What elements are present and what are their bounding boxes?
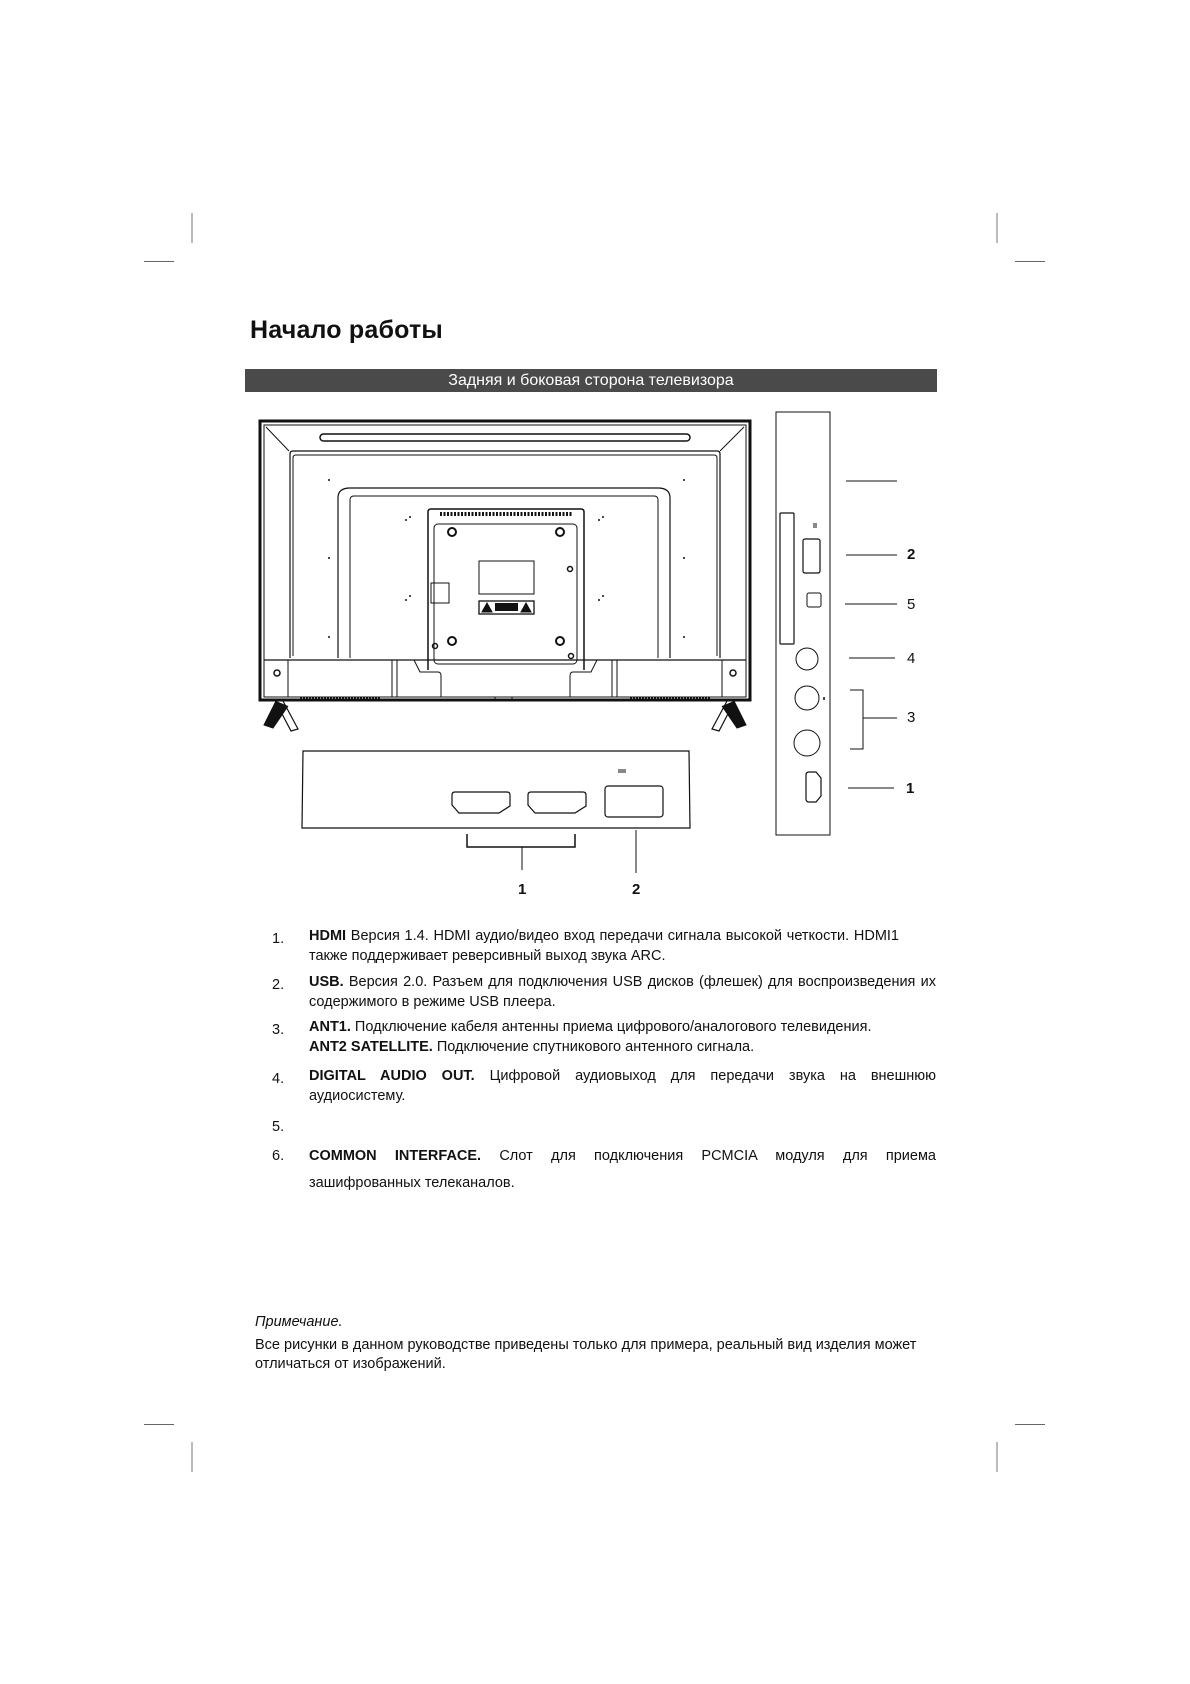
list-item-term-2: ANT2 SATELLITE. [309,1039,433,1055]
list-item-number: 3. [272,1022,285,1038]
crop-mark-bottom-right-h [1015,1424,1045,1425]
section-banner: Задняя и боковая сторона телевизора [245,369,937,392]
list-item-number: 5. [272,1119,285,1135]
callout-bottom-1: 1 [518,881,527,898]
page-title: Начало работы [250,316,443,344]
small-square-port [807,593,821,607]
note-text: Все рисунки в данном руководстве приведены только для примера, реальный вид изделия может отличаться от изображений. [255,1337,917,1372]
list-item [270,972,936,1012]
list-item-number: 4. [272,1071,285,1087]
ant2-port [794,730,820,756]
usb-port [605,786,663,817]
list-item-text: Цифровой аудиовыход для передачи звука на внешнюю аудиосистему. [309,1068,936,1104]
callout-bottom-2: 2 [632,881,641,898]
note-heading: Примечание. [255,1314,343,1330]
callout-side-3: 3 [907,709,916,726]
crop-mark-bottom-right-v [996,1442,998,1472]
list-item-text: Версия 2.0. Разъем для подключения USB дисков (флешек) для воспроизведения их содержимого в режиме USB плеера. [309,974,936,1010]
hdmi-port-1 [452,792,510,813]
side-connector-panel [776,412,897,835]
list-item [270,1143,936,1197]
crop-mark-bottom-left-v [191,1442,193,1472]
list-item [270,1017,936,1057]
list-item-text: Подключение кабеля антенны приема цифрового/аналогового телевидения. [350,1019,872,1035]
list-item-term: ANT1. [309,1019,351,1035]
list-item [270,1066,936,1106]
list-item-number: 6. [272,1148,285,1164]
bottom-connector-panel [302,751,690,873]
list-item-number: 2. [272,977,285,993]
hdmi-port-2 [528,792,586,813]
list-item-text: Версия 1.4. HDMI аудио/видео вход передачи сигнала высокой четкости. HDMI1 также поддерживает реверсивный выход звука ARC. [309,928,899,964]
list-item-number: 1. [272,931,285,947]
callout-side-1: 1 [906,780,915,797]
common-interface-slot [780,513,794,644]
list-item-term: HDMI [309,928,347,944]
list-item-text: Слот для подключения PCMCIA модуля для приема зашифрованных телеканалов. [309,1148,937,1191]
list-item [270,1114,936,1134]
callout-side-5: 5 [907,596,916,613]
ant1-port [795,686,819,710]
callout-side-4: 4 [907,650,916,667]
tv-rear-view [260,421,750,731]
crop-mark-bottom-left-h [144,1424,174,1425]
callout-side-2: 2 [907,546,916,563]
list-item-term: USB. [309,974,344,990]
list-item-text-2: Подключение спутникового антенного сигнала. [432,1039,755,1055]
connector-description-list [270,926,936,1197]
list-item-term: DIGITAL AUDIO OUT. [309,1068,475,1084]
list-item-term: COMMON INTERFACE. [309,1148,482,1164]
side-usb-port [803,539,820,573]
side-hdmi-port [806,772,821,802]
list-item [270,926,936,966]
digital-audio-port [796,648,818,670]
